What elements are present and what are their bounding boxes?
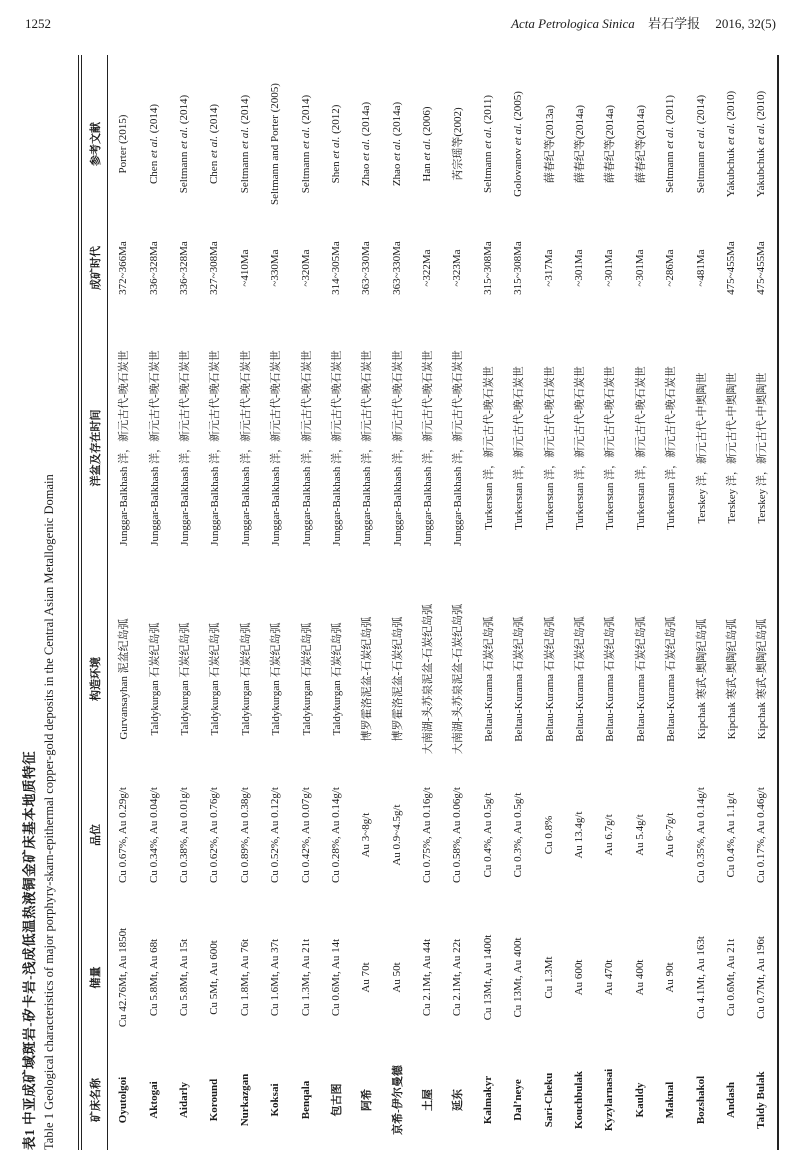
cell-reserve: Cu 0.6Mt, Au 21t bbox=[725, 938, 737, 1017]
cell-name: Koround bbox=[208, 1078, 221, 1122]
table-row bbox=[382, 55, 412, 1150]
cell-name: Nurkazgan bbox=[238, 1073, 251, 1127]
cell-tectonic: Taldykurgan 石炭纪岛弧 bbox=[300, 622, 313, 736]
cell-name: Andash bbox=[725, 1081, 737, 1119]
header-row bbox=[82, 55, 108, 1150]
cell-ref: Seltmann et al. (2014) bbox=[299, 94, 312, 194]
cell-grade: Cu 0.58%, Au 0.06g/t bbox=[451, 787, 464, 883]
table-rules bbox=[78, 55, 779, 1150]
cell-tectonic: Beltau-Kurama 石炭纪岛弧 bbox=[543, 616, 556, 742]
cell-reserve: Cu 5Mt, Au 600t bbox=[208, 940, 221, 1015]
cell-grade: Cu 0.75%, Au 0.16g/t bbox=[421, 787, 434, 883]
cell-age: 315~308Ma bbox=[481, 241, 494, 295]
cell-age: ~301Ma bbox=[633, 249, 646, 287]
cell-name: 包古图 bbox=[330, 1083, 343, 1117]
cell-grade: Au 0.9~4.5g/t bbox=[390, 804, 403, 866]
table-row bbox=[564, 55, 594, 1150]
cell-grade: Au 13.4g/t bbox=[573, 811, 586, 859]
cell-tectonic: Taldykurgan 石炭纪岛弧 bbox=[239, 622, 252, 736]
cell-ocean: Junggar-Balkhash 洋，新元古代-晚石炭世 bbox=[391, 350, 404, 546]
cell-reserve: Cu 0.6Mt, Au 14t bbox=[329, 938, 342, 1017]
cell-ref: Yakubchuk et al. (2010) bbox=[755, 90, 768, 198]
deposit-table bbox=[81, 55, 779, 1150]
table-row bbox=[412, 55, 442, 1150]
cell-ref: 芮宗瑶等(2002) bbox=[452, 107, 465, 181]
table-caption-cn: 表1 中亚成矿域斑岩-矽卡岩-浅成低温热液铜金矿床基本地质特征 bbox=[22, 750, 37, 1150]
cell-tectonic: Kipchak 寒武-奥陶纪岛弧 bbox=[695, 618, 708, 740]
cell-reserve: Cu 1.3Mt, Au 21t bbox=[299, 938, 312, 1017]
table-row bbox=[685, 55, 715, 1150]
table-row bbox=[321, 55, 351, 1150]
cell-tectonic: Kipchak 寒武-奥陶纪岛弧 bbox=[756, 618, 769, 740]
cell-grade: Cu 0.67%, Au 0.29g/t bbox=[117, 787, 130, 883]
cell-ref: Seltmann et al. (2011) bbox=[664, 95, 677, 193]
cell-name: 京希-伊尔曼德 bbox=[391, 1065, 404, 1135]
cell-name: Maknal bbox=[664, 1081, 677, 1119]
col-header-3: 构造环境 bbox=[82, 593, 108, 765]
cell-name: Koksai bbox=[269, 1083, 282, 1117]
cell-grade: Cu 0.8% bbox=[542, 815, 555, 855]
cell-age: 336~328Ma bbox=[147, 241, 160, 295]
cell-reserve: Au 70t bbox=[360, 962, 373, 993]
cell-name: 阿希 bbox=[361, 1089, 374, 1111]
cell-ref: Shen et al. (2012) bbox=[329, 104, 342, 184]
cell-ocean: Terskey 洋，新元古代-中奥陶世 bbox=[695, 372, 708, 524]
table-row bbox=[716, 55, 746, 1150]
cell-ocean: Junggar-Balkhash 洋，新元古代-晚石炭世 bbox=[239, 350, 252, 546]
page-number: 1252 bbox=[25, 16, 51, 31]
cell-name: Kalmakyr bbox=[481, 1075, 494, 1125]
cell-tectonic: Beltau-Kurama 石炭纪岛弧 bbox=[665, 616, 678, 742]
cell-name: Bozshakol bbox=[694, 1075, 707, 1125]
cell-reserve: Au 400t bbox=[633, 959, 646, 996]
cell-name: Aidarly bbox=[177, 1081, 190, 1119]
cell-age: 363~330Ma bbox=[360, 241, 373, 295]
cell-ref: Zhao et al. (2014a) bbox=[360, 101, 373, 187]
cell-ref: 薛春纪等(2014a) bbox=[604, 104, 617, 184]
cell-tectonic: 博罗霍洛泥盆-石炭纪岛弧 bbox=[361, 616, 374, 742]
cell-ref: 薛春纪等(2014a) bbox=[634, 104, 647, 184]
cell-ocean: Junggar-Balkhash 洋，新元古代-晚石炭世 bbox=[300, 350, 313, 546]
cell-grade: Cu 0.17%, Au 0.46g/t bbox=[755, 787, 768, 883]
cell-reserve: Cu 0.7Mt, Au 196t bbox=[755, 936, 768, 1019]
cell-tectonic: Beltau-Kurama 石炭纪岛弧 bbox=[604, 616, 617, 742]
cell-reserve: Cu 4.1Mt, Au 163t bbox=[694, 936, 707, 1019]
table-row bbox=[473, 55, 503, 1150]
cell-reserve: Au 90t bbox=[664, 962, 677, 993]
cell-age: ~301Ma bbox=[573, 249, 586, 287]
cell-age: ~317Ma bbox=[542, 249, 555, 287]
cell-reserve: Cu 5.8Mt, Au 68t bbox=[147, 938, 160, 1017]
cell-ocean: Terskey 洋，新元古代-中奥陶世 bbox=[756, 372, 769, 524]
table-row bbox=[108, 55, 139, 1150]
journal-line bbox=[511, 13, 776, 32]
cell-age: ~286Ma bbox=[664, 249, 677, 287]
cell-ref: Porter (2015) bbox=[117, 114, 130, 174]
cell-tectonic: Kipchak 寒武-奥陶纪岛弧 bbox=[726, 618, 738, 740]
cell-ocean: Turkerstan 洋，新元古代-晚石炭世 bbox=[482, 366, 495, 530]
table-row bbox=[503, 55, 533, 1150]
cell-reserve: Cu 1.6Mt, Au 37t bbox=[269, 938, 282, 1017]
cell-grade: Au 6~7g/t bbox=[664, 812, 677, 858]
cell-ocean: Junggar-Balkhash 洋，新元古代-晚石炭世 bbox=[361, 350, 374, 546]
cell-age: ~322Ma bbox=[421, 249, 434, 287]
cell-tectonic: 大南湖-头苏泉泥盆-石炭纪岛弧 bbox=[452, 603, 465, 755]
cell-grade: Au 5.4g/t bbox=[633, 814, 646, 856]
cell-ref: 薛春纪等(2014a) bbox=[574, 104, 587, 184]
table-row bbox=[290, 55, 320, 1150]
cell-ref: Chen et al. (2014) bbox=[208, 103, 221, 185]
cell-tectonic: 大南湖-头苏泉泥盆-石炭纪岛弧 bbox=[422, 603, 435, 755]
cell-age: 315~308Ma bbox=[512, 241, 525, 295]
table-row bbox=[655, 55, 685, 1150]
cell-age: 372~366Ma bbox=[117, 241, 130, 295]
cell-ref: Seltmann et al. (2014) bbox=[177, 94, 190, 194]
cell-grade: Cu 0.4%, Au 1.1g/t bbox=[725, 792, 737, 878]
cell-ref: 薛春纪等(2013a) bbox=[543, 104, 556, 184]
cell-tectonic: 博罗霍洛泥盆-石炭纪岛弧 bbox=[391, 616, 404, 742]
cell-tectonic: Taldykurgan 石炭纪岛弧 bbox=[330, 622, 343, 736]
cell-reserve: Cu 42.76Mt, Au 1850t bbox=[117, 927, 130, 1028]
cell-name: 土屋 bbox=[422, 1089, 435, 1111]
table-row bbox=[199, 55, 229, 1150]
cell-name: Benqala bbox=[299, 1080, 312, 1120]
journal-issue: 2016, 32(5) bbox=[715, 16, 776, 31]
cell-age: ~320Ma bbox=[299, 249, 312, 287]
cell-age: ~301Ma bbox=[603, 249, 616, 287]
cell-grade: Cu 0.38%, Au 0.01g/t bbox=[177, 787, 190, 883]
cell-tectonic: Taldykurgan 石炭纪岛弧 bbox=[148, 622, 161, 736]
cell-grade: Cu 0.3%, Au 0.5g/t bbox=[512, 792, 525, 878]
cell-ocean: Terskey 洋，新元古代-中奥陶世 bbox=[726, 372, 738, 524]
cell-reserve: Cu 5.8Mt, Au 15t bbox=[177, 938, 190, 1017]
cell-tectonic: Gurvansayhan 泥盆纪岛弧 bbox=[118, 618, 131, 740]
col-header-2: 品位 bbox=[82, 765, 108, 905]
cell-ref: Seltmann et al. (2014) bbox=[238, 94, 251, 194]
cell-ocean: Junggar-Balkhash 洋，新元古代-晚石炭世 bbox=[178, 350, 191, 546]
cell-name: Taldy Bulak bbox=[755, 1071, 768, 1129]
table-row bbox=[594, 55, 624, 1150]
cell-reserve: Cu 2.1Mt, Au 22t bbox=[451, 938, 464, 1017]
cell-tectonic: Beltau-Kurama 石炭纪岛弧 bbox=[513, 616, 526, 742]
cell-tectonic: Beltau-Kurama 石炭纪岛弧 bbox=[574, 616, 587, 742]
cell-name: Sari-Cheku bbox=[542, 1072, 555, 1128]
cell-ocean: Turkerstan 洋，新元古代-晚石炭世 bbox=[665, 366, 678, 530]
cell-ocean: Turkerstan 洋，新元古代-晚石炭世 bbox=[543, 366, 556, 530]
col-header-5: 成矿时代 bbox=[82, 233, 108, 303]
table-row bbox=[260, 55, 290, 1150]
cell-ref: Yakubchuk et al. (2010) bbox=[725, 90, 737, 198]
cell-ocean: Turkerstan 洋，新元古代-晚石炭世 bbox=[604, 366, 617, 530]
cell-grade: Au 3~8g/t bbox=[360, 812, 373, 858]
cell-grade: Cu 0.62%, Au 0.76g/t bbox=[208, 787, 221, 883]
cell-age: 363~330Ma bbox=[390, 241, 403, 295]
journal-name-cjk: 岩石学报 bbox=[648, 16, 701, 31]
cell-name: Aktogai bbox=[147, 1081, 160, 1119]
cell-ocean: Turkerstan 洋，新元古代-晚石炭世 bbox=[574, 366, 587, 530]
cell-ref: Chen et al. (2014) bbox=[147, 103, 160, 185]
cell-ref: Seltmann and Porter (2005) bbox=[269, 83, 282, 205]
cell-ref: Han et al. (2006) bbox=[421, 106, 434, 182]
cell-ref: Seltmann et al. (2011) bbox=[481, 95, 494, 193]
cell-reserve: Au 600t bbox=[573, 959, 586, 996]
cell-age: 327~308Ma bbox=[208, 241, 221, 295]
cell-name: Kouchbulak bbox=[573, 1070, 586, 1130]
cell-ocean: Turkerstan 洋，新元古代-晚石炭世 bbox=[634, 366, 647, 530]
cell-age: 475~455Ma bbox=[755, 241, 768, 295]
col-header-6: 参考文献 bbox=[82, 55, 108, 233]
cell-reserve: Cu 1.3Mt bbox=[542, 956, 555, 999]
table-row bbox=[533, 55, 563, 1150]
cell-name: 延东 bbox=[452, 1089, 465, 1111]
cell-reserve: Au 470t bbox=[603, 959, 616, 996]
cell-name: Kauldy bbox=[633, 1082, 646, 1118]
cell-reserve: Cu 2.1Mt, Au 44t bbox=[421, 938, 434, 1017]
cell-age: 314~305Ma bbox=[329, 241, 342, 295]
cell-ocean: Junggar-Balkhash 洋，新元古代-晚石炭世 bbox=[422, 350, 435, 546]
cell-tectonic: Beltau-Kurama 石炭纪岛弧 bbox=[634, 616, 647, 742]
table-row bbox=[746, 55, 777, 1150]
cell-name: Dal’neye bbox=[512, 1079, 525, 1121]
cell-ref: Zhao et al. (2014a) bbox=[390, 101, 403, 187]
cell-ocean: Junggar-Balkhash 洋，新元古代-晚石炭世 bbox=[452, 350, 465, 546]
cell-ref: Seltmann et al. (2014) bbox=[694, 94, 707, 194]
table-row bbox=[442, 55, 472, 1150]
cell-grade: Cu 0.89%, Au 0.38g/t bbox=[238, 787, 251, 883]
col-header-1: 储量 bbox=[82, 905, 108, 1050]
cell-ocean: Junggar-Balkhash 洋，新元古代-晚石炭世 bbox=[330, 350, 343, 546]
table-row bbox=[138, 55, 168, 1150]
table-row bbox=[625, 55, 655, 1150]
col-header-4: 洋盆及存在时间 bbox=[82, 303, 108, 593]
cell-grade: Au 6.7g/t bbox=[603, 814, 616, 856]
cell-ocean: Junggar-Balkhash 洋，新元古代-晚石炭世 bbox=[118, 350, 131, 546]
cell-tectonic: Taldykurgan 石炭纪岛弧 bbox=[270, 622, 283, 736]
cell-tectonic: Beltau-Kurama 石炭纪岛弧 bbox=[482, 616, 495, 742]
cell-grade: Cu 0.34%, Au 0.04g/t bbox=[147, 787, 160, 883]
table-row bbox=[230, 55, 260, 1150]
cell-age: 336~328Ma bbox=[177, 241, 190, 295]
cell-age: ~410Ma bbox=[238, 249, 251, 287]
cell-grade: Cu 0.42%, Au 0.07g/t bbox=[299, 787, 312, 883]
cell-age: ~323Ma bbox=[451, 249, 464, 287]
cell-tectonic: Taldykurgan 石炭纪岛弧 bbox=[209, 622, 222, 736]
cell-reserve: Cu 13Mt, Au 1400t bbox=[481, 934, 494, 1021]
cell-reserve: Cu 13Mt, Au 400t bbox=[512, 937, 525, 1018]
rotated-table-block bbox=[18, 55, 783, 1150]
table-row bbox=[169, 55, 199, 1150]
cell-reserve: Cu 1.8Mt, Au 76t bbox=[238, 938, 251, 1017]
cell-age: ~481Ma bbox=[694, 249, 707, 287]
cell-grade: Cu 0.28%, Au 0.14g/t bbox=[329, 787, 342, 883]
cell-name: Oyutolgoi bbox=[117, 1076, 130, 1124]
table-row bbox=[351, 55, 381, 1150]
cell-reserve: Au 50t bbox=[390, 962, 403, 993]
cell-name: Kyzylarnasai bbox=[603, 1068, 616, 1132]
journal-name: Acta Petrologica Sinica bbox=[511, 16, 635, 31]
cell-age: ~330Ma bbox=[269, 249, 282, 287]
table-caption-en: Table 1 Geological characteristics of major porphyry-skarn-epithermal copper-gold deposits in the Central Asian Metallogenic Domain bbox=[42, 474, 56, 1150]
cell-grade: Cu 0.52%, Au 0.12g/t bbox=[269, 787, 282, 883]
running-head bbox=[25, 13, 776, 32]
cell-ref: Golovanov et al. (2005) bbox=[512, 91, 525, 197]
col-header-0: 矿床名称 bbox=[82, 1050, 108, 1150]
cell-ocean: Junggar-Balkhash 洋，新元古代-晚石炭世 bbox=[270, 350, 283, 546]
cell-ocean: Junggar-Balkhash 洋，新元古代-晚石炭世 bbox=[148, 350, 161, 546]
cell-ocean: Turkerstan 洋，新元古代-晚石炭世 bbox=[513, 366, 526, 530]
cell-grade: Cu 0.35%, Au 0.14g/t bbox=[694, 787, 707, 883]
cell-ocean: Junggar-Balkhash 洋，新元古代-晚石炭世 bbox=[209, 350, 222, 546]
cell-grade: Cu 0.4%, Au 0.5g/t bbox=[481, 792, 494, 878]
cell-age: 475~455Ma bbox=[725, 241, 737, 295]
cell-tectonic: Taldykurgan 石炭纪岛弧 bbox=[178, 622, 191, 736]
